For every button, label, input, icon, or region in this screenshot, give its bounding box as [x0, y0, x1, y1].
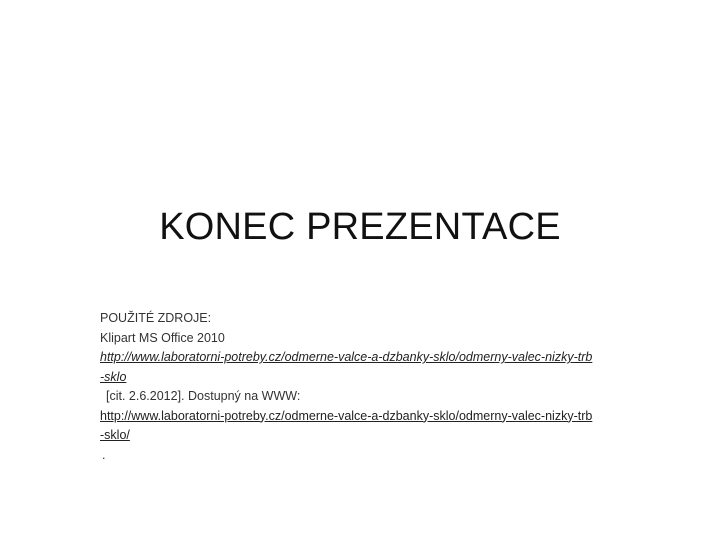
- source-link-1[interactable]: http://www.laboratorni-potreby.cz/odmerne-valce-a-dzbanky-sklo/odmerny-valec-nizky-trb: [100, 350, 593, 364]
- sources-heading: POUŽITÉ ZDROJE:: [100, 311, 212, 325]
- source-link-1-continued[interactable]: -sklo: [100, 369, 127, 384]
- source-link-2-continued[interactable]: -sklo/: [100, 428, 130, 442]
- trailing-period: .: [102, 447, 106, 462]
- sources-block: [100, 309, 640, 465]
- slide-title: KONEC PREZENTACE: [159, 206, 561, 248]
- source-link-2[interactable]: http://www.laboratorni-potreby.cz/odmerne-valce-a-dzbanky-sklo/odmerny-valec-nizky-trb: [100, 408, 593, 423]
- citation-text: [cit. 2.6.2012]. Dostupný na WWW:: [106, 389, 301, 403]
- clipart-credit: Klipart MS Office 2010: [100, 330, 225, 345]
